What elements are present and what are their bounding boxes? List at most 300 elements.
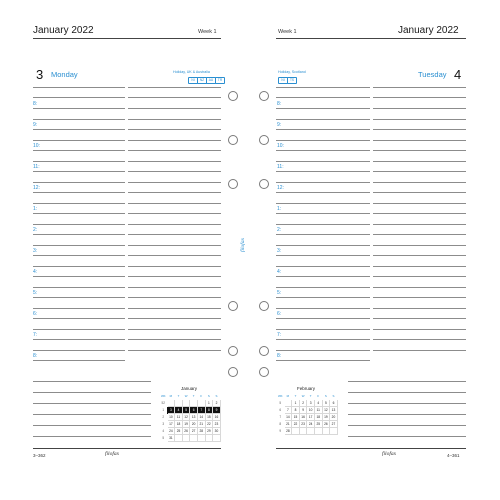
right_page-ruled-line[interactable] — [348, 403, 466, 404]
calendar-weekday: WK — [160, 394, 166, 398]
left_page-ruled-line[interactable] — [128, 87, 221, 88]
calendar-day[interactable]: 25 — [175, 428, 183, 435]
right_page-hour-label: 7: — [277, 332, 282, 338]
right-holiday-text: Holiday, Scotland — [278, 70, 306, 74]
holiday-badge: AU — [206, 77, 216, 84]
right-header-rule — [276, 38, 466, 39]
calendar-day[interactable]: 13 — [190, 414, 198, 421]
calendar-week-number: 2 — [162, 415, 165, 419]
calendar-day[interactable]: 22 — [292, 421, 300, 428]
calendar-day[interactable]: 28 — [197, 428, 205, 435]
left_page-ruled-line[interactable] — [128, 297, 221, 298]
right_page-ruled-line[interactable] — [373, 119, 466, 120]
calendar-day[interactable]: 8 — [292, 407, 300, 414]
right_page-ruled-line[interactable] — [276, 329, 370, 330]
left-day-name: Monday — [51, 70, 78, 79]
left_page-hour-label: 8: — [33, 353, 38, 359]
calendar-week-row — [160, 428, 221, 435]
left_page-ruled-line[interactable] — [33, 255, 125, 256]
calendar-day[interactable]: 6 — [330, 400, 338, 407]
calendar-week-row — [277, 428, 338, 435]
binder-hole — [228, 135, 238, 145]
left_page-ruled-line[interactable] — [128, 140, 221, 141]
calendar-weekday: W — [301, 394, 305, 398]
calendar-day[interactable]: 5 — [322, 400, 330, 407]
calendar-weekday: S — [332, 394, 335, 398]
left_page-hour-label: 10: — [33, 143, 40, 149]
left_page-ruled-line[interactable] — [33, 182, 125, 183]
calendar-day[interactable] — [190, 400, 198, 407]
left_page-hour-label: 1: — [33, 206, 38, 212]
right_page-ruled-line[interactable] — [276, 87, 370, 88]
calendar-day[interactable] — [284, 400, 292, 407]
left_page-ruled-line[interactable] — [33, 224, 125, 225]
left_page-hour-label: 8: — [33, 101, 38, 107]
right_page-hour-label: 2: — [277, 227, 282, 233]
left_page-ruled-line[interactable] — [128, 224, 221, 225]
right_page-ruled-line[interactable] — [276, 140, 370, 141]
left_page-ruled-line[interactable] — [128, 287, 221, 288]
calendar-day[interactable]: 30 — [213, 428, 221, 435]
calendar-day[interactable]: 13 — [330, 407, 338, 414]
calendar-day[interactable]: 19 — [182, 421, 190, 428]
calendar-week-number: 1 — [162, 408, 165, 412]
calendar-day[interactable] — [175, 400, 183, 407]
right_page-hour-label: 9: — [277, 122, 282, 128]
calendar-day[interactable]: 29 — [205, 428, 213, 435]
calendar-day[interactable]: 2 — [213, 400, 221, 407]
left_page-ruled-line[interactable] — [128, 129, 221, 130]
calendar-week-number: 4 — [162, 429, 165, 433]
calendar-day[interactable] — [322, 428, 330, 435]
calendar-day[interactable]: 20 — [190, 421, 198, 428]
left_page-ruled-line[interactable] — [128, 203, 221, 204]
calendar-day[interactable] — [330, 428, 338, 435]
right_page-ruled-line[interactable] — [276, 287, 370, 288]
left-footer-rule — [33, 448, 221, 449]
left-page-number: 3–362 — [33, 453, 46, 458]
calendar-day[interactable]: 23 — [299, 421, 307, 428]
left_page-ruled-line[interactable] — [128, 266, 221, 267]
right_page-ruled-line[interactable] — [276, 161, 370, 162]
calendar-header-row — [277, 393, 338, 400]
left_page-ruled-line[interactable] — [128, 308, 221, 309]
right_page-ruled-line[interactable] — [373, 276, 466, 277]
calendar-day[interactable]: 23 — [213, 421, 221, 428]
left_page-ruled-line[interactable] — [33, 381, 151, 382]
left_page-hour-label: 5: — [33, 290, 38, 296]
calendar-week-row — [277, 407, 338, 414]
left_page-ruled-line[interactable] — [33, 276, 125, 277]
right_page-ruled-line[interactable] — [348, 392, 466, 393]
right_page-ruled-line[interactable] — [276, 245, 370, 246]
right_page-ruled-line[interactable] — [276, 192, 370, 193]
holiday-badge: NI — [278, 77, 288, 84]
calendar-week-number: 3 — [162, 422, 165, 426]
left_page-ruled-line[interactable] — [33, 119, 125, 120]
right_page-ruled-line[interactable] — [373, 308, 466, 309]
right-mini-calendar — [276, 392, 338, 435]
left_page-ruled-line[interactable] — [128, 161, 221, 162]
right-footer-rule — [276, 448, 466, 449]
calendar-day[interactable] — [299, 428, 307, 435]
calendar-day[interactable]: 18 — [175, 421, 183, 428]
binder-hole — [259, 91, 269, 101]
calendar-day[interactable]: 27 — [330, 421, 338, 428]
left-footer-brand-logo: filofax — [105, 451, 120, 457]
left_page-ruled-line[interactable] — [33, 161, 125, 162]
left_page-ruled-line[interactable] — [128, 97, 221, 98]
calendar-day[interactable]: 16 — [213, 414, 221, 421]
calendar-day[interactable]: 20 — [330, 414, 338, 421]
left_page-ruled-line[interactable] — [33, 329, 125, 330]
calendar-day[interactable]: 15 — [205, 414, 213, 421]
binder-hole — [228, 346, 238, 356]
calendar-day[interactable]: 27 — [190, 428, 198, 435]
right_page-ruled-line[interactable] — [276, 318, 370, 319]
calendar-day[interactable]: 26 — [182, 428, 190, 435]
calendar-weekday: F — [317, 394, 320, 398]
calendar-day[interactable] — [197, 400, 205, 407]
right_page-ruled-line[interactable] — [373, 287, 466, 288]
right_page-ruled-line[interactable] — [276, 276, 370, 277]
calendar-week-row — [277, 400, 338, 407]
right_page-ruled-line[interactable] — [373, 87, 466, 88]
calendar-week-row — [277, 414, 338, 421]
right_page-ruled-line[interactable] — [373, 266, 466, 267]
calendar-day[interactable]: 12 — [182, 414, 190, 421]
left_page-ruled-line[interactable] — [33, 360, 125, 361]
calendar-weekday: T — [309, 394, 312, 398]
holiday-badge: NZ — [197, 77, 207, 84]
calendar-day[interactable]: 10 — [167, 414, 175, 421]
left_page-ruled-line[interactable] — [33, 339, 125, 340]
calendar-weekday: S — [207, 394, 210, 398]
left_page-ruled-line[interactable] — [128, 329, 221, 330]
left_page-ruled-line[interactable] — [33, 245, 125, 246]
left_page-ruled-line[interactable] — [33, 287, 125, 288]
left_page-ruled-line[interactable] — [128, 108, 221, 109]
left_page-ruled-line[interactable] — [33, 297, 125, 298]
right_page-ruled-line[interactable] — [373, 339, 466, 340]
calendar-day[interactable]: 8 — [205, 407, 213, 414]
calendar-day[interactable]: 18 — [314, 414, 322, 421]
calendar-weekday: F — [200, 394, 203, 398]
right_page-ruled-line[interactable] — [276, 150, 370, 151]
calendar-week-number: 8 — [279, 422, 282, 426]
calendar-day[interactable]: 17 — [307, 414, 315, 421]
right_page-ruled-line[interactable] — [373, 318, 466, 319]
left_page-hour-label: 9: — [33, 122, 38, 128]
right_page-ruled-line[interactable] — [373, 297, 466, 298]
left_page-ruled-line[interactable] — [128, 119, 221, 120]
calendar-weekday: S — [324, 394, 327, 398]
calendar-day[interactable]: 22 — [205, 421, 213, 428]
calendar-day[interactable] — [175, 435, 183, 442]
right_page-hour-label: 5: — [277, 290, 282, 296]
right-day-number: 4 — [454, 67, 462, 82]
right_page-hour-label: 6: — [277, 311, 282, 317]
left_page-ruled-line[interactable] — [33, 87, 125, 88]
left-month-title: January 2022 — [33, 25, 94, 36]
calendar-day[interactable]: 28 — [284, 428, 292, 435]
calendar-weekday: M — [286, 394, 290, 398]
left_page-ruled-line[interactable] — [33, 129, 125, 130]
calendar-day[interactable]: 11 — [314, 407, 322, 414]
left_page-ruled-line[interactable] — [33, 108, 125, 109]
left_page-ruled-line[interactable] — [33, 234, 125, 235]
right_page-ruled-line[interactable] — [276, 182, 370, 183]
left_page-ruled-line[interactable] — [128, 171, 221, 172]
left_page-ruled-line[interactable] — [33, 436, 151, 437]
left-mini-calendar-title: January — [180, 386, 197, 391]
left_page-hour-label: 3: — [33, 248, 38, 254]
binder-hole — [228, 179, 238, 189]
calendar-day[interactable]: 1 — [292, 400, 300, 407]
left_page-ruled-line[interactable] — [128, 150, 221, 151]
right_page-ruled-line[interactable] — [276, 213, 370, 214]
calendar-day[interactable]: 21 — [197, 421, 205, 428]
calendar-weekday: T — [294, 394, 297, 398]
right_page-ruled-line[interactable] — [276, 297, 370, 298]
right_page-ruled-line[interactable] — [276, 360, 370, 361]
binder-hole — [228, 301, 238, 311]
calendar-day[interactable]: 10 — [307, 407, 315, 414]
right-day-name: Tuesday — [418, 70, 447, 79]
calendar-day[interactable] — [182, 435, 190, 442]
left-day-number: 3 — [36, 67, 44, 82]
left-week-label: Week 1 — [198, 29, 217, 35]
calendar-day[interactable]: 31 — [167, 435, 175, 442]
holiday-badge: NI — [188, 77, 198, 84]
left_page-ruled-line[interactable] — [128, 255, 221, 256]
calendar-day[interactable] — [167, 400, 175, 407]
left_page-hour-label: 11: — [33, 164, 40, 170]
right_page-ruled-line[interactable] — [276, 171, 370, 172]
calendar-day[interactable]: 2 — [299, 400, 307, 407]
right_page-hour-label: 3: — [277, 248, 282, 254]
calendar-day[interactable]: 11 — [175, 414, 183, 421]
left-header-rule — [33, 38, 221, 39]
left_page-ruled-line[interactable] — [128, 192, 221, 193]
binder-hole — [259, 179, 269, 189]
right_page-hour-label: 1: — [277, 206, 282, 212]
right-footer-brand-logo: filofax — [382, 451, 397, 457]
right_page-ruled-line[interactable] — [373, 245, 466, 246]
calendar-day[interactable] — [190, 435, 198, 442]
right_page-ruled-line[interactable] — [348, 414, 466, 415]
right_page-hour-label: 12: — [277, 185, 284, 191]
calendar-day[interactable]: 21 — [284, 421, 292, 428]
right_page-ruled-line[interactable] — [373, 203, 466, 204]
calendar-header-row — [160, 393, 221, 400]
calendar-weekday: S — [215, 394, 218, 398]
binder-hole — [228, 367, 238, 377]
binder-hole — [259, 346, 269, 356]
binder-hole — [259, 301, 269, 311]
right_page-ruled-line[interactable] — [373, 182, 466, 183]
left-mini-calendar — [159, 392, 221, 442]
left_page-ruled-line[interactable] — [33, 308, 125, 309]
left_page-hour-label: 12: — [33, 185, 40, 191]
left_page-ruled-line[interactable] — [128, 318, 221, 319]
right_page-ruled-line[interactable] — [276, 224, 370, 225]
calendar-day[interactable]: 9 — [213, 407, 221, 414]
right_page-ruled-line[interactable] — [373, 97, 466, 98]
calendar-day[interactable] — [197, 435, 205, 442]
right_page-ruled-line[interactable] — [348, 436, 466, 437]
left_page-ruled-line[interactable] — [33, 192, 125, 193]
calendar-day[interactable]: 24 — [167, 428, 175, 435]
calendar-day[interactable]: 25 — [314, 421, 322, 428]
left_page-ruled-line[interactable] — [128, 350, 221, 351]
left_page-ruled-line[interactable] — [33, 171, 125, 172]
calendar-day[interactable]: 24 — [307, 421, 315, 428]
holiday-badge: TS — [287, 77, 297, 84]
right_page-ruled-line[interactable] — [373, 329, 466, 330]
left_page-ruled-line[interactable] — [33, 403, 151, 404]
calendar-week-row — [160, 435, 221, 442]
left_page-ruled-line[interactable] — [128, 234, 221, 235]
calendar-day[interactable]: 15 — [292, 414, 300, 421]
right_page-ruled-line[interactable] — [276, 234, 370, 235]
binder-hole — [259, 135, 269, 145]
right_page-hour-label: 11: — [277, 164, 284, 170]
right_page-ruled-line[interactable] — [276, 119, 370, 120]
calendar-day[interactable]: 9 — [299, 407, 307, 414]
calendar-weekday: W — [184, 394, 188, 398]
left_page-ruled-line[interactable] — [128, 182, 221, 183]
left_page-ruled-line[interactable] — [33, 414, 151, 415]
calendar-day[interactable] — [314, 428, 322, 435]
calendar-day[interactable] — [182, 400, 190, 407]
calendar-week-number: 6 — [279, 408, 282, 412]
calendar-day[interactable]: 6 — [190, 407, 198, 414]
left_page-ruled-line[interactable] — [128, 245, 221, 246]
right_page-ruled-line[interactable] — [373, 350, 466, 351]
right-week-label: Week 1 — [278, 29, 297, 35]
binder-hole — [259, 367, 269, 377]
right_page-ruled-line[interactable] — [373, 255, 466, 256]
calendar-day[interactable]: 3 — [167, 407, 175, 414]
left_page-ruled-line[interactable] — [128, 339, 221, 340]
calendar-week-number: 5 — [162, 436, 165, 440]
calendar-day[interactable]: 4 — [175, 407, 183, 414]
calendar-week-row — [160, 421, 221, 428]
right_page-ruled-line[interactable] — [373, 171, 466, 172]
right_page-ruled-line[interactable] — [373, 213, 466, 214]
calendar-weekday: T — [177, 394, 180, 398]
left_page-ruled-line[interactable] — [33, 97, 125, 98]
right_page-ruled-line[interactable] — [373, 224, 466, 225]
calendar-day[interactable]: 1 — [205, 400, 213, 407]
calendar-day[interactable] — [213, 435, 221, 442]
right_page-ruled-line[interactable] — [276, 308, 370, 309]
calendar-day[interactable]: 17 — [167, 421, 175, 428]
calendar-day[interactable]: 3 — [307, 400, 315, 407]
calendar-day[interactable]: 26 — [322, 421, 330, 428]
left_page-ruled-line[interactable] — [33, 140, 125, 141]
right-page-number: 4–361 — [447, 453, 460, 458]
right_page-ruled-line[interactable] — [276, 203, 370, 204]
left_page-ruled-line[interactable] — [33, 350, 125, 351]
right_page-ruled-line[interactable] — [276, 350, 370, 351]
calendar-day[interactable]: 14 — [197, 414, 205, 421]
left_page-ruled-line[interactable] — [33, 318, 125, 319]
calendar-weekday: T — [192, 394, 195, 398]
left_page-ruled-line[interactable] — [33, 203, 125, 204]
calendar-week-number: 7 — [279, 415, 282, 419]
right_page-ruled-line[interactable] — [373, 234, 466, 235]
right_page-ruled-line[interactable] — [373, 108, 466, 109]
left_page-ruled-line[interactable] — [33, 266, 125, 267]
left_page-ruled-line[interactable] — [128, 276, 221, 277]
right_page-hour-label: 4: — [277, 269, 282, 275]
left_page-ruled-line[interactable] — [128, 213, 221, 214]
right_page-hour-label: 8: — [277, 353, 282, 359]
right_page-ruled-line[interactable] — [276, 97, 370, 98]
calendar-weekday: M — [169, 394, 173, 398]
calendar-day[interactable] — [292, 428, 300, 435]
calendar-day[interactable]: 4 — [314, 400, 322, 407]
calendar-week-row — [160, 407, 221, 414]
right-mini-calendar-title: February — [296, 386, 315, 391]
calendar-week-row — [277, 421, 338, 428]
calendar-day[interactable]: 16 — [299, 414, 307, 421]
left_page-hour-label: 7: — [33, 332, 38, 338]
right_page-ruled-line[interactable] — [276, 129, 370, 130]
calendar-weekday: WK — [277, 394, 283, 398]
right_page-ruled-line[interactable] — [373, 192, 466, 193]
calendar-day[interactable] — [307, 428, 315, 435]
right_page-ruled-line[interactable] — [373, 129, 466, 130]
calendar-week-number: 9 — [279, 429, 282, 433]
calendar-day[interactable]: 7 — [197, 407, 205, 414]
calendar-day[interactable]: 19 — [322, 414, 330, 421]
calendar-day[interactable]: 12 — [322, 407, 330, 414]
right_page-ruled-line[interactable] — [276, 339, 370, 340]
left_page-hour-label: 4: — [33, 269, 38, 275]
holiday-badge: TR — [215, 77, 225, 84]
right-month-title: January 2022 — [398, 25, 459, 36]
left_page-hour-label: 2: — [33, 227, 38, 233]
right_page-ruled-line[interactable] — [276, 266, 370, 267]
left-holiday-text: Holiday, UK & Australia — [173, 70, 210, 74]
calendar-day[interactable]: 7 — [284, 407, 292, 414]
calendar-week-number: 5 — [279, 401, 282, 405]
left_page-hour-label: 6: — [33, 311, 38, 317]
right_page-ruled-line[interactable] — [276, 108, 370, 109]
calendar-day[interactable]: 14 — [284, 414, 292, 421]
right_page-ruled-line[interactable] — [373, 161, 466, 162]
left_page-ruled-line[interactable] — [33, 150, 125, 151]
center-brand-logo: filofax — [240, 237, 247, 253]
right_page-hour-label: 8: — [277, 101, 282, 107]
calendar-week-number: 52 — [161, 401, 166, 405]
right_page-ruled-line[interactable] — [348, 425, 466, 426]
left_page-ruled-line[interactable] — [33, 392, 151, 393]
calendar-day[interactable]: 5 — [182, 407, 190, 414]
right_page-ruled-line[interactable] — [373, 140, 466, 141]
left_page-ruled-line[interactable] — [33, 213, 125, 214]
right_page-ruled-line[interactable] — [276, 255, 370, 256]
right_page-ruled-line[interactable] — [348, 381, 466, 382]
calendar-day[interactable] — [205, 435, 213, 442]
calendar-week-row — [160, 414, 221, 421]
calendar-week-row — [160, 400, 221, 407]
left_page-ruled-line[interactable] — [33, 425, 151, 426]
right_page-ruled-line[interactable] — [373, 150, 466, 151]
